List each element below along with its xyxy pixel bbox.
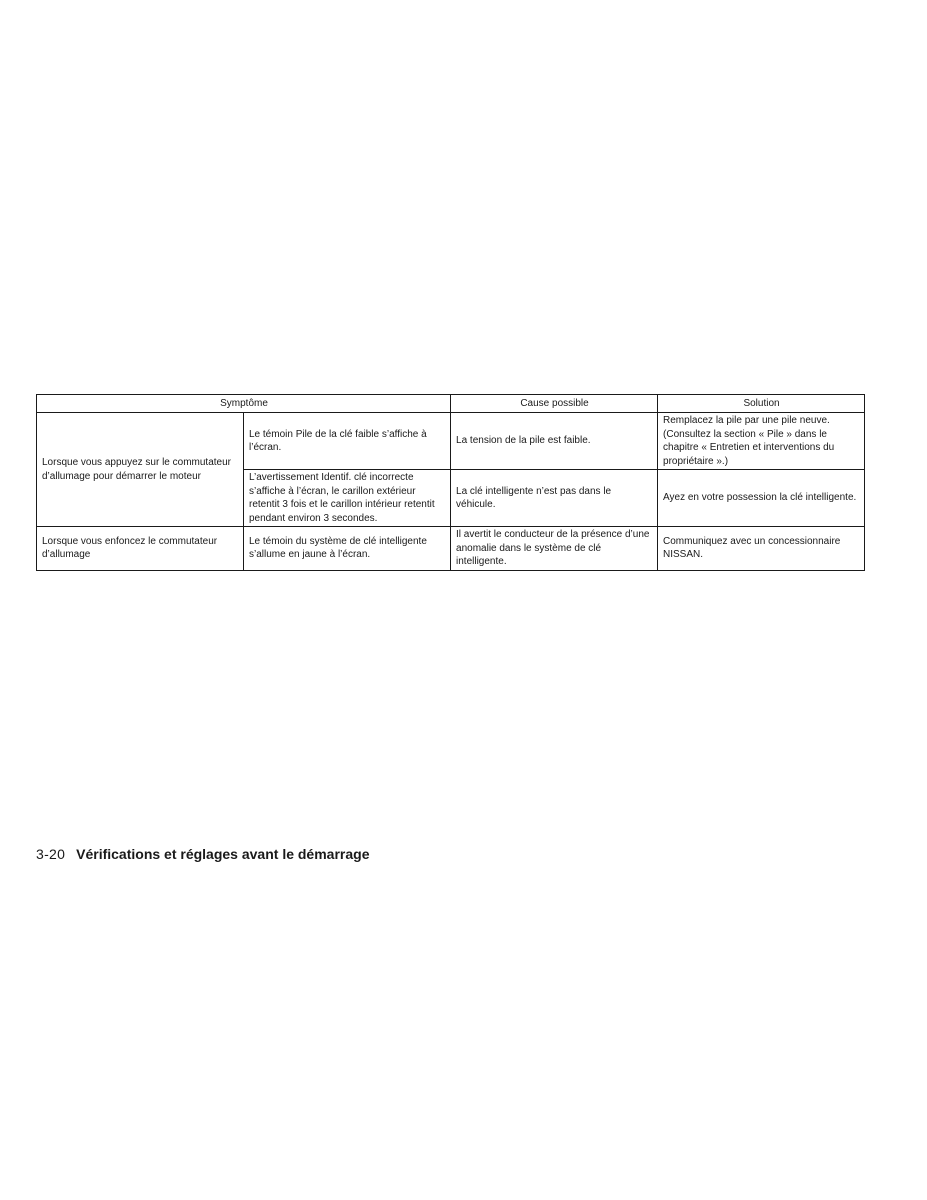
- header-solution: Solution: [658, 395, 865, 413]
- troubleshooting-table-wrapper: [36, 394, 864, 571]
- troubleshooting-table: [36, 394, 865, 571]
- cause-cell: Il avertit le conducteur de la présence d’une anomalie dans le système de clé intelligente.: [451, 527, 658, 571]
- page-footer: [36, 846, 369, 862]
- indicator-cell: Le témoin Pile de la clé faible s’affiche à l’écran.: [244, 413, 451, 470]
- solution-cell: Communiquez avec un concessionnaire NISSAN.: [658, 527, 865, 571]
- cause-cell: La clé intelligente n’est pas dans le véhicule.: [451, 470, 658, 527]
- page-number: 3-20: [36, 846, 66, 862]
- header-cause: Cause possible: [451, 395, 658, 413]
- table-header-row: [37, 395, 865, 413]
- indicator-cell: Le témoin du système de clé intelligente s’allume en jaune à l’écran.: [244, 527, 451, 571]
- table-row: [37, 413, 865, 470]
- cause-cell: La tension de la pile est faible.: [451, 413, 658, 470]
- symptom-cell: Lorsque vous appuyez sur le commutateur d’allumage pour démarrer le moteur: [37, 413, 244, 527]
- indicator-cell: L’avertissement Identif. clé incorrecte s’affiche à l’écran, le carillon extérieur retentit 3 fois et le carillon intérieur retentit pendant environ 3 secondes.: [244, 470, 451, 527]
- solution-cell: Remplacez la pile par une pile neuve. (Consultez la section « Pile » dans le chapitre « Entretien et interventions du propriétaire ».): [658, 413, 865, 470]
- section-title: Vérifications et réglages avant le démarrage: [76, 846, 370, 862]
- symptom-cell: Lorsque vous enfoncez le commutateur d’allumage: [37, 527, 244, 571]
- header-symptom: Symptôme: [37, 395, 451, 413]
- table-row: [37, 527, 865, 571]
- solution-cell: Ayez en votre possession la clé intelligente.: [658, 470, 865, 527]
